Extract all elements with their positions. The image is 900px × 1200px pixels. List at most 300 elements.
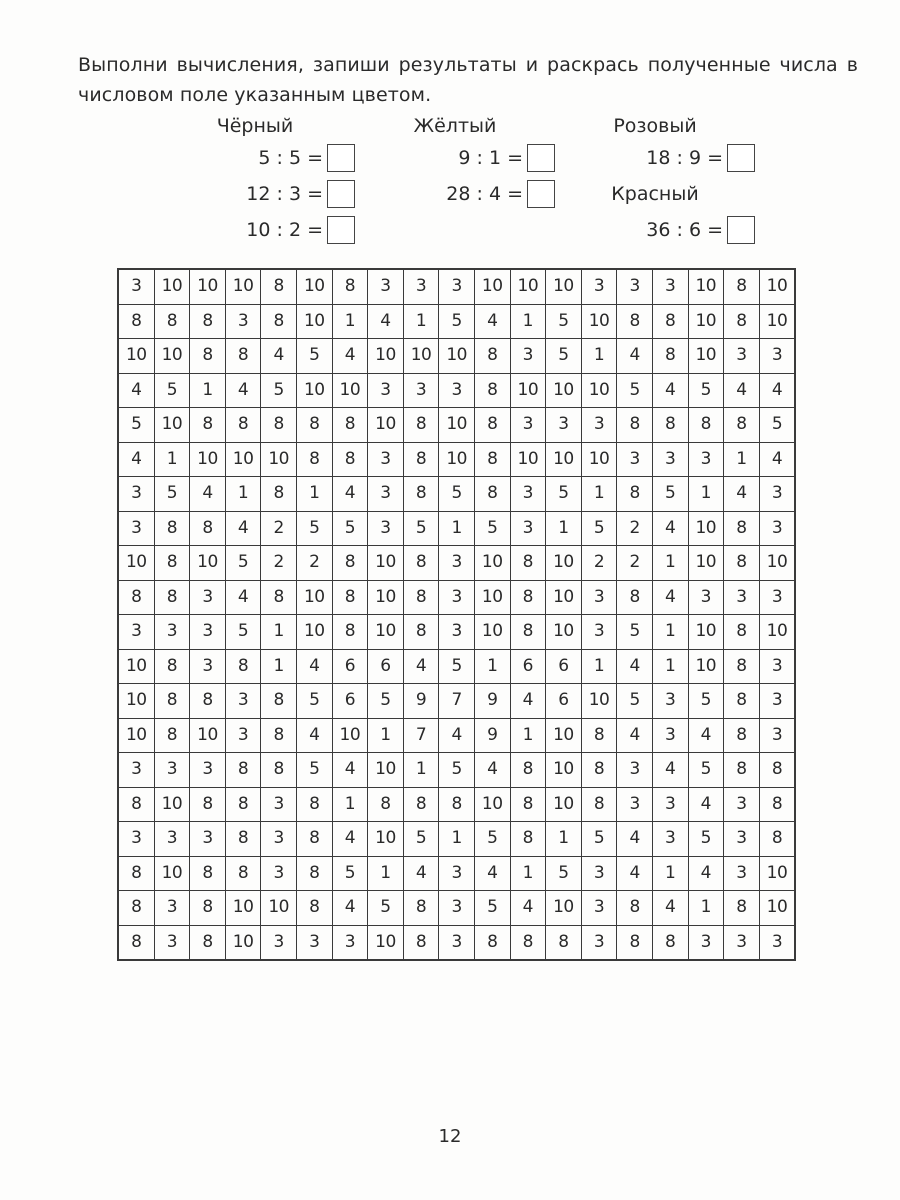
grid-cell[interactable]: 4 [724, 373, 760, 408]
grid-cell[interactable]: 5 [617, 684, 653, 719]
grid-cell[interactable]: 10 [688, 511, 724, 546]
grid-cell[interactable]: 8 [261, 304, 297, 339]
grid-cell[interactable]: 8 [118, 925, 154, 960]
grid-cell[interactable]: 5 [546, 339, 582, 374]
grid-cell[interactable]: 8 [261, 269, 297, 304]
grid-cell[interactable]: 4 [474, 304, 510, 339]
grid-cell[interactable]: 10 [118, 684, 154, 719]
grid-cell[interactable]: 4 [296, 649, 332, 684]
grid-cell[interactable]: 1 [439, 511, 475, 546]
grid-cell[interactable]: 10 [474, 269, 510, 304]
grid-cell[interactable]: 10 [154, 856, 190, 891]
grid-cell[interactable]: 3 [724, 787, 760, 822]
grid-cell[interactable]: 10 [332, 373, 368, 408]
grid-cell[interactable]: 1 [652, 856, 688, 891]
grid-cell[interactable]: 8 [652, 925, 688, 960]
grid-cell[interactable]: 10 [332, 718, 368, 753]
grid-cell[interactable]: 10 [296, 580, 332, 615]
grid-cell[interactable]: 10 [759, 304, 795, 339]
grid-cell[interactable]: 1 [546, 511, 582, 546]
grid-cell[interactable]: 8 [510, 580, 546, 615]
grid-cell[interactable]: 3 [439, 580, 475, 615]
grid-cell[interactable]: 3 [190, 753, 226, 788]
grid-cell[interactable]: 10 [688, 304, 724, 339]
grid-cell[interactable]: 8 [617, 925, 653, 960]
grid-cell[interactable]: 8 [261, 408, 297, 443]
grid-cell[interactable]: 4 [118, 373, 154, 408]
answer-box[interactable] [727, 144, 755, 172]
grid-cell[interactable]: 8 [617, 408, 653, 443]
grid-cell[interactable]: 3 [652, 442, 688, 477]
grid-cell[interactable]: 6 [332, 684, 368, 719]
grid-cell[interactable]: 3 [368, 269, 404, 304]
grid-cell[interactable]: 8 [581, 753, 617, 788]
grid-cell[interactable]: 2 [261, 511, 297, 546]
grid-cell[interactable]: 8 [403, 615, 439, 650]
grid-cell[interactable]: 4 [261, 339, 297, 374]
grid-cell[interactable]: 8 [190, 408, 226, 443]
grid-cell[interactable]: 8 [296, 787, 332, 822]
grid-cell[interactable]: 3 [724, 856, 760, 891]
grid-cell[interactable]: 10 [368, 546, 404, 581]
grid-cell[interactable]: 10 [439, 408, 475, 443]
grid-cell[interactable]: 5 [688, 684, 724, 719]
grid-cell[interactable]: 4 [474, 856, 510, 891]
grid-cell[interactable]: 10 [190, 269, 226, 304]
grid-cell[interactable]: 4 [617, 856, 653, 891]
grid-cell[interactable]: 8 [581, 718, 617, 753]
grid-cell[interactable]: 9 [474, 718, 510, 753]
grid-cell[interactable]: 1 [510, 718, 546, 753]
grid-cell[interactable]: 8 [190, 339, 226, 374]
answer-box[interactable] [327, 180, 355, 208]
grid-cell[interactable]: 3 [724, 580, 760, 615]
grid-cell[interactable]: 9 [403, 684, 439, 719]
grid-cell[interactable]: 3 [154, 925, 190, 960]
grid-cell[interactable]: 5 [118, 408, 154, 443]
grid-cell[interactable]: 10 [546, 580, 582, 615]
grid-cell[interactable]: 3 [190, 615, 226, 650]
grid-cell[interactable]: 3 [118, 615, 154, 650]
grid-cell[interactable]: 6 [546, 684, 582, 719]
grid-cell[interactable]: 8 [724, 408, 760, 443]
grid-cell[interactable]: 8 [724, 546, 760, 581]
grid-cell[interactable]: 7 [439, 684, 475, 719]
grid-cell[interactable]: 10 [154, 787, 190, 822]
grid-cell[interactable]: 1 [332, 304, 368, 339]
grid-cell[interactable]: 3 [581, 580, 617, 615]
grid-cell[interactable]: 5 [439, 304, 475, 339]
grid-cell[interactable]: 1 [296, 477, 332, 512]
grid-cell[interactable]: 10 [368, 408, 404, 443]
grid-cell[interactable]: 5 [296, 511, 332, 546]
grid-cell[interactable]: 10 [261, 442, 297, 477]
grid-cell[interactable]: 1 [154, 442, 190, 477]
grid-cell[interactable]: 2 [617, 546, 653, 581]
grid-cell[interactable]: 4 [403, 856, 439, 891]
grid-cell[interactable]: 8 [225, 787, 261, 822]
grid-cell[interactable]: 5 [154, 477, 190, 512]
grid-cell[interactable]: 8 [724, 511, 760, 546]
grid-cell[interactable]: 5 [474, 891, 510, 926]
grid-cell[interactable]: 4 [296, 718, 332, 753]
grid-cell[interactable]: 3 [581, 856, 617, 891]
grid-cell[interactable]: 8 [759, 822, 795, 857]
grid-cell[interactable]: 3 [581, 615, 617, 650]
grid-cell[interactable]: 4 [688, 718, 724, 753]
grid-cell[interactable]: 10 [225, 925, 261, 960]
grid-cell[interactable]: 10 [225, 891, 261, 926]
grid-cell[interactable]: 5 [296, 753, 332, 788]
grid-cell[interactable]: 10 [510, 442, 546, 477]
grid-cell[interactable]: 8 [617, 304, 653, 339]
answer-box[interactable] [727, 216, 755, 244]
grid-cell[interactable]: 8 [225, 753, 261, 788]
grid-cell[interactable]: 8 [724, 649, 760, 684]
grid-cell[interactable]: 4 [332, 339, 368, 374]
grid-cell[interactable]: 8 [190, 684, 226, 719]
grid-cell[interactable]: 10 [474, 546, 510, 581]
grid-cell[interactable]: 10 [439, 442, 475, 477]
grid-cell[interactable]: 8 [296, 856, 332, 891]
grid-cell[interactable]: 5 [688, 753, 724, 788]
grid-cell[interactable]: 10 [368, 339, 404, 374]
grid-cell[interactable]: 5 [581, 511, 617, 546]
grid-cell[interactable]: 5 [546, 477, 582, 512]
grid-cell[interactable]: 8 [510, 546, 546, 581]
grid-cell[interactable]: 4 [617, 649, 653, 684]
grid-cell[interactable]: 5 [154, 373, 190, 408]
grid-cell[interactable]: 8 [261, 580, 297, 615]
grid-cell[interactable]: 10 [546, 615, 582, 650]
grid-cell[interactable]: 8 [225, 408, 261, 443]
grid-cell[interactable]: 1 [439, 822, 475, 857]
grid-cell[interactable]: 10 [581, 684, 617, 719]
grid-cell[interactable]: 8 [190, 925, 226, 960]
grid-cell[interactable]: 8 [190, 304, 226, 339]
grid-cell[interactable]: 3 [724, 925, 760, 960]
grid-cell[interactable]: 10 [581, 442, 617, 477]
grid-cell[interactable]: 8 [724, 718, 760, 753]
grid-cell[interactable]: 10 [118, 339, 154, 374]
grid-cell[interactable]: 5 [617, 373, 653, 408]
grid-cell[interactable]: 3 [652, 822, 688, 857]
grid-cell[interactable]: 3 [724, 822, 760, 857]
grid-cell[interactable]: 5 [759, 408, 795, 443]
grid-cell[interactable]: 3 [581, 269, 617, 304]
grid-cell[interactable]: 10 [296, 615, 332, 650]
grid-cell[interactable]: 8 [510, 753, 546, 788]
grid-cell[interactable]: 10 [296, 304, 332, 339]
grid-cell[interactable]: 8 [332, 546, 368, 581]
grid-cell[interactable]: 8 [296, 891, 332, 926]
grid-cell[interactable]: 8 [439, 787, 475, 822]
grid-cell[interactable]: 10 [154, 269, 190, 304]
grid-cell[interactable]: 4 [403, 649, 439, 684]
grid-cell[interactable]: 8 [403, 891, 439, 926]
grid-cell[interactable]: 3 [688, 442, 724, 477]
grid-cell[interactable]: 10 [688, 339, 724, 374]
grid-cell[interactable]: 8 [154, 580, 190, 615]
grid-cell[interactable]: 3 [368, 442, 404, 477]
grid-cell[interactable]: 8 [581, 787, 617, 822]
grid-cell[interactable]: 10 [546, 373, 582, 408]
grid-cell[interactable]: 4 [510, 684, 546, 719]
grid-cell[interactable]: 3 [652, 684, 688, 719]
grid-cell[interactable]: 8 [652, 304, 688, 339]
grid-cell[interactable]: 3 [190, 580, 226, 615]
grid-cell[interactable]: 1 [581, 649, 617, 684]
grid-cell[interactable]: 4 [652, 580, 688, 615]
grid-cell[interactable]: 3 [439, 615, 475, 650]
grid-cell[interactable]: 1 [652, 615, 688, 650]
grid-cell[interactable]: 3 [510, 477, 546, 512]
grid-cell[interactable]: 10 [581, 304, 617, 339]
grid-cell[interactable]: 8 [225, 649, 261, 684]
grid-cell[interactable]: 5 [332, 856, 368, 891]
grid-cell[interactable]: 3 [439, 269, 475, 304]
grid-cell[interactable]: 8 [190, 511, 226, 546]
grid-cell[interactable]: 8 [332, 615, 368, 650]
grid-cell[interactable]: 8 [403, 787, 439, 822]
grid-cell[interactable]: 3 [118, 269, 154, 304]
grid-cell[interactable]: 3 [261, 925, 297, 960]
grid-cell[interactable]: 4 [724, 477, 760, 512]
grid-cell[interactable]: 3 [439, 925, 475, 960]
grid-cell[interactable]: 5 [617, 615, 653, 650]
grid-cell[interactable]: 8 [154, 649, 190, 684]
grid-cell[interactable]: 3 [724, 339, 760, 374]
grid-cell[interactable]: 4 [332, 822, 368, 857]
grid-cell[interactable]: 10 [581, 373, 617, 408]
grid-cell[interactable]: 3 [759, 649, 795, 684]
grid-cell[interactable]: 10 [225, 269, 261, 304]
grid-cell[interactable]: 10 [546, 546, 582, 581]
grid-cell[interactable]: 1 [510, 856, 546, 891]
grid-cell[interactable]: 1 [688, 891, 724, 926]
grid-cell[interactable]: 10 [118, 718, 154, 753]
grid-cell[interactable]: 5 [225, 546, 261, 581]
grid-cell[interactable]: 5 [439, 649, 475, 684]
grid-cell[interactable]: 3 [368, 373, 404, 408]
grid-cell[interactable]: 10 [474, 787, 510, 822]
grid-cell[interactable]: 1 [261, 649, 297, 684]
grid-cell[interactable]: 1 [403, 753, 439, 788]
grid-cell[interactable]: 8 [403, 408, 439, 443]
grid-cell[interactable]: 3 [261, 856, 297, 891]
grid-cell[interactable]: 10 [368, 822, 404, 857]
grid-cell[interactable]: 10 [154, 408, 190, 443]
grid-cell[interactable]: 3 [510, 339, 546, 374]
grid-cell[interactable]: 3 [510, 511, 546, 546]
grid-cell[interactable]: 5 [261, 373, 297, 408]
grid-cell[interactable]: 1 [474, 649, 510, 684]
grid-cell[interactable]: 1 [581, 477, 617, 512]
grid-cell[interactable]: 3 [759, 580, 795, 615]
grid-cell[interactable]: 5 [296, 684, 332, 719]
grid-cell[interactable]: 4 [688, 856, 724, 891]
grid-cell[interactable]: 8 [261, 753, 297, 788]
grid-cell[interactable]: 4 [439, 718, 475, 753]
grid-cell[interactable]: 3 [688, 580, 724, 615]
grid-cell[interactable]: 5 [474, 511, 510, 546]
grid-cell[interactable]: 4 [332, 477, 368, 512]
grid-cell[interactable]: 10 [546, 787, 582, 822]
grid-cell[interactable]: 1 [190, 373, 226, 408]
grid-cell[interactable]: 8 [118, 787, 154, 822]
grid-cell[interactable]: 1 [403, 304, 439, 339]
grid-cell[interactable]: 3 [759, 511, 795, 546]
grid-cell[interactable]: 8 [403, 925, 439, 960]
grid-cell[interactable]: 10 [190, 546, 226, 581]
grid-cell[interactable]: 10 [439, 339, 475, 374]
grid-cell[interactable]: 3 [581, 925, 617, 960]
grid-cell[interactable]: 5 [688, 373, 724, 408]
grid-cell[interactable]: 3 [225, 304, 261, 339]
grid-cell[interactable]: 8 [261, 718, 297, 753]
grid-cell[interactable]: 1 [225, 477, 261, 512]
grid-cell[interactable]: 6 [546, 649, 582, 684]
grid-cell[interactable]: 10 [190, 718, 226, 753]
grid-cell[interactable]: 8 [652, 408, 688, 443]
grid-cell[interactable]: 10 [759, 891, 795, 926]
grid-cell[interactable]: 4 [118, 442, 154, 477]
answer-box[interactable] [527, 180, 555, 208]
grid-cell[interactable]: 3 [332, 925, 368, 960]
grid-cell[interactable]: 10 [759, 269, 795, 304]
grid-cell[interactable]: 3 [617, 787, 653, 822]
grid-cell[interactable]: 8 [154, 546, 190, 581]
grid-cell[interactable]: 8 [332, 580, 368, 615]
grid-cell[interactable]: 4 [332, 891, 368, 926]
grid-cell[interactable]: 3 [759, 925, 795, 960]
grid-cell[interactable]: 10 [118, 546, 154, 581]
grid-cell[interactable]: 8 [510, 925, 546, 960]
grid-cell[interactable]: 8 [510, 822, 546, 857]
grid-cell[interactable]: 10 [296, 269, 332, 304]
grid-cell[interactable]: 4 [652, 753, 688, 788]
grid-cell[interactable]: 5 [296, 339, 332, 374]
grid-cell[interactable]: 10 [118, 649, 154, 684]
grid-cell[interactable]: 1 [546, 822, 582, 857]
grid-cell[interactable]: 5 [225, 615, 261, 650]
grid-cell[interactable]: 10 [688, 269, 724, 304]
grid-cell[interactable]: 8 [759, 753, 795, 788]
grid-cell[interactable]: 3 [154, 891, 190, 926]
grid-cell[interactable]: 3 [261, 822, 297, 857]
grid-cell[interactable]: 1 [581, 339, 617, 374]
grid-cell[interactable]: 3 [581, 891, 617, 926]
grid-cell[interactable]: 10 [510, 269, 546, 304]
answer-box[interactable] [327, 144, 355, 172]
grid-cell[interactable]: 8 [118, 891, 154, 926]
grid-cell[interactable]: 5 [368, 891, 404, 926]
grid-cell[interactable]: 7 [403, 718, 439, 753]
grid-cell[interactable]: 3 [154, 615, 190, 650]
grid-cell[interactable]: 8 [403, 546, 439, 581]
grid-cell[interactable]: 10 [474, 580, 510, 615]
grid-cell[interactable]: 8 [474, 477, 510, 512]
grid-cell[interactable]: 8 [261, 684, 297, 719]
grid-cell[interactable]: 10 [759, 615, 795, 650]
grid-cell[interactable]: 5 [688, 822, 724, 857]
grid-cell[interactable]: 5 [652, 477, 688, 512]
grid-cell[interactable]: 4 [332, 753, 368, 788]
grid-cell[interactable]: 3 [118, 822, 154, 857]
grid-cell[interactable]: 6 [332, 649, 368, 684]
grid-cell[interactable]: 8 [190, 787, 226, 822]
grid-cell[interactable]: 4 [225, 373, 261, 408]
grid-cell[interactable]: 5 [546, 304, 582, 339]
grid-cell[interactable]: 8 [652, 339, 688, 374]
grid-cell[interactable]: 3 [510, 408, 546, 443]
grid-cell[interactable]: 4 [652, 373, 688, 408]
grid-cell[interactable]: 4 [368, 304, 404, 339]
grid-cell[interactable]: 2 [296, 546, 332, 581]
grid-cell[interactable]: 8 [154, 684, 190, 719]
grid-cell[interactable]: 8 [225, 339, 261, 374]
grid-cell[interactable]: 8 [724, 684, 760, 719]
grid-cell[interactable]: 10 [474, 615, 510, 650]
grid-cell[interactable]: 3 [368, 511, 404, 546]
grid-cell[interactable]: 3 [617, 753, 653, 788]
grid-cell[interactable]: 8 [403, 477, 439, 512]
grid-cell[interactable]: 1 [652, 649, 688, 684]
grid-cell[interactable]: 8 [190, 856, 226, 891]
grid-cell[interactable]: 8 [510, 615, 546, 650]
grid-cell[interactable]: 10 [688, 546, 724, 581]
grid-cell[interactable]: 1 [724, 442, 760, 477]
grid-cell[interactable]: 8 [546, 925, 582, 960]
grid-cell[interactable]: 8 [225, 822, 261, 857]
grid-cell[interactable]: 1 [332, 787, 368, 822]
grid-cell[interactable]: 5 [368, 684, 404, 719]
grid-cell[interactable]: 4 [190, 477, 226, 512]
grid-cell[interactable]: 3 [759, 718, 795, 753]
grid-cell[interactable]: 8 [724, 615, 760, 650]
grid-cell[interactable]: 8 [118, 856, 154, 891]
grid-cell[interactable]: 3 [688, 925, 724, 960]
grid-cell[interactable]: 3 [190, 649, 226, 684]
grid-cell[interactable]: 10 [510, 373, 546, 408]
grid-cell[interactable]: 4 [225, 511, 261, 546]
grid-cell[interactable]: 10 [759, 856, 795, 891]
grid-cell[interactable]: 8 [617, 477, 653, 512]
grid-cell[interactable]: 8 [474, 442, 510, 477]
grid-cell[interactable]: 1 [261, 615, 297, 650]
grid-cell[interactable]: 8 [474, 373, 510, 408]
grid-cell[interactable]: 8 [510, 787, 546, 822]
grid-cell[interactable]: 10 [546, 718, 582, 753]
grid-cell[interactable]: 8 [617, 891, 653, 926]
grid-cell[interactable]: 5 [581, 822, 617, 857]
grid-cell[interactable]: 6 [510, 649, 546, 684]
grid-cell[interactable]: 1 [652, 546, 688, 581]
grid-cell[interactable]: 4 [617, 822, 653, 857]
grid-cell[interactable]: 3 [439, 373, 475, 408]
grid-cell[interactable]: 8 [474, 408, 510, 443]
grid-cell[interactable]: 4 [652, 511, 688, 546]
grid-cell[interactable]: 8 [190, 891, 226, 926]
grid-cell[interactable]: 4 [617, 339, 653, 374]
grid-cell[interactable]: 1 [368, 718, 404, 753]
answer-box[interactable] [527, 144, 555, 172]
grid-cell[interactable]: 2 [261, 546, 297, 581]
grid-cell[interactable]: 8 [332, 442, 368, 477]
grid-cell[interactable]: 8 [724, 753, 760, 788]
grid-cell[interactable]: 10 [368, 580, 404, 615]
grid-cell[interactable]: 3 [118, 511, 154, 546]
